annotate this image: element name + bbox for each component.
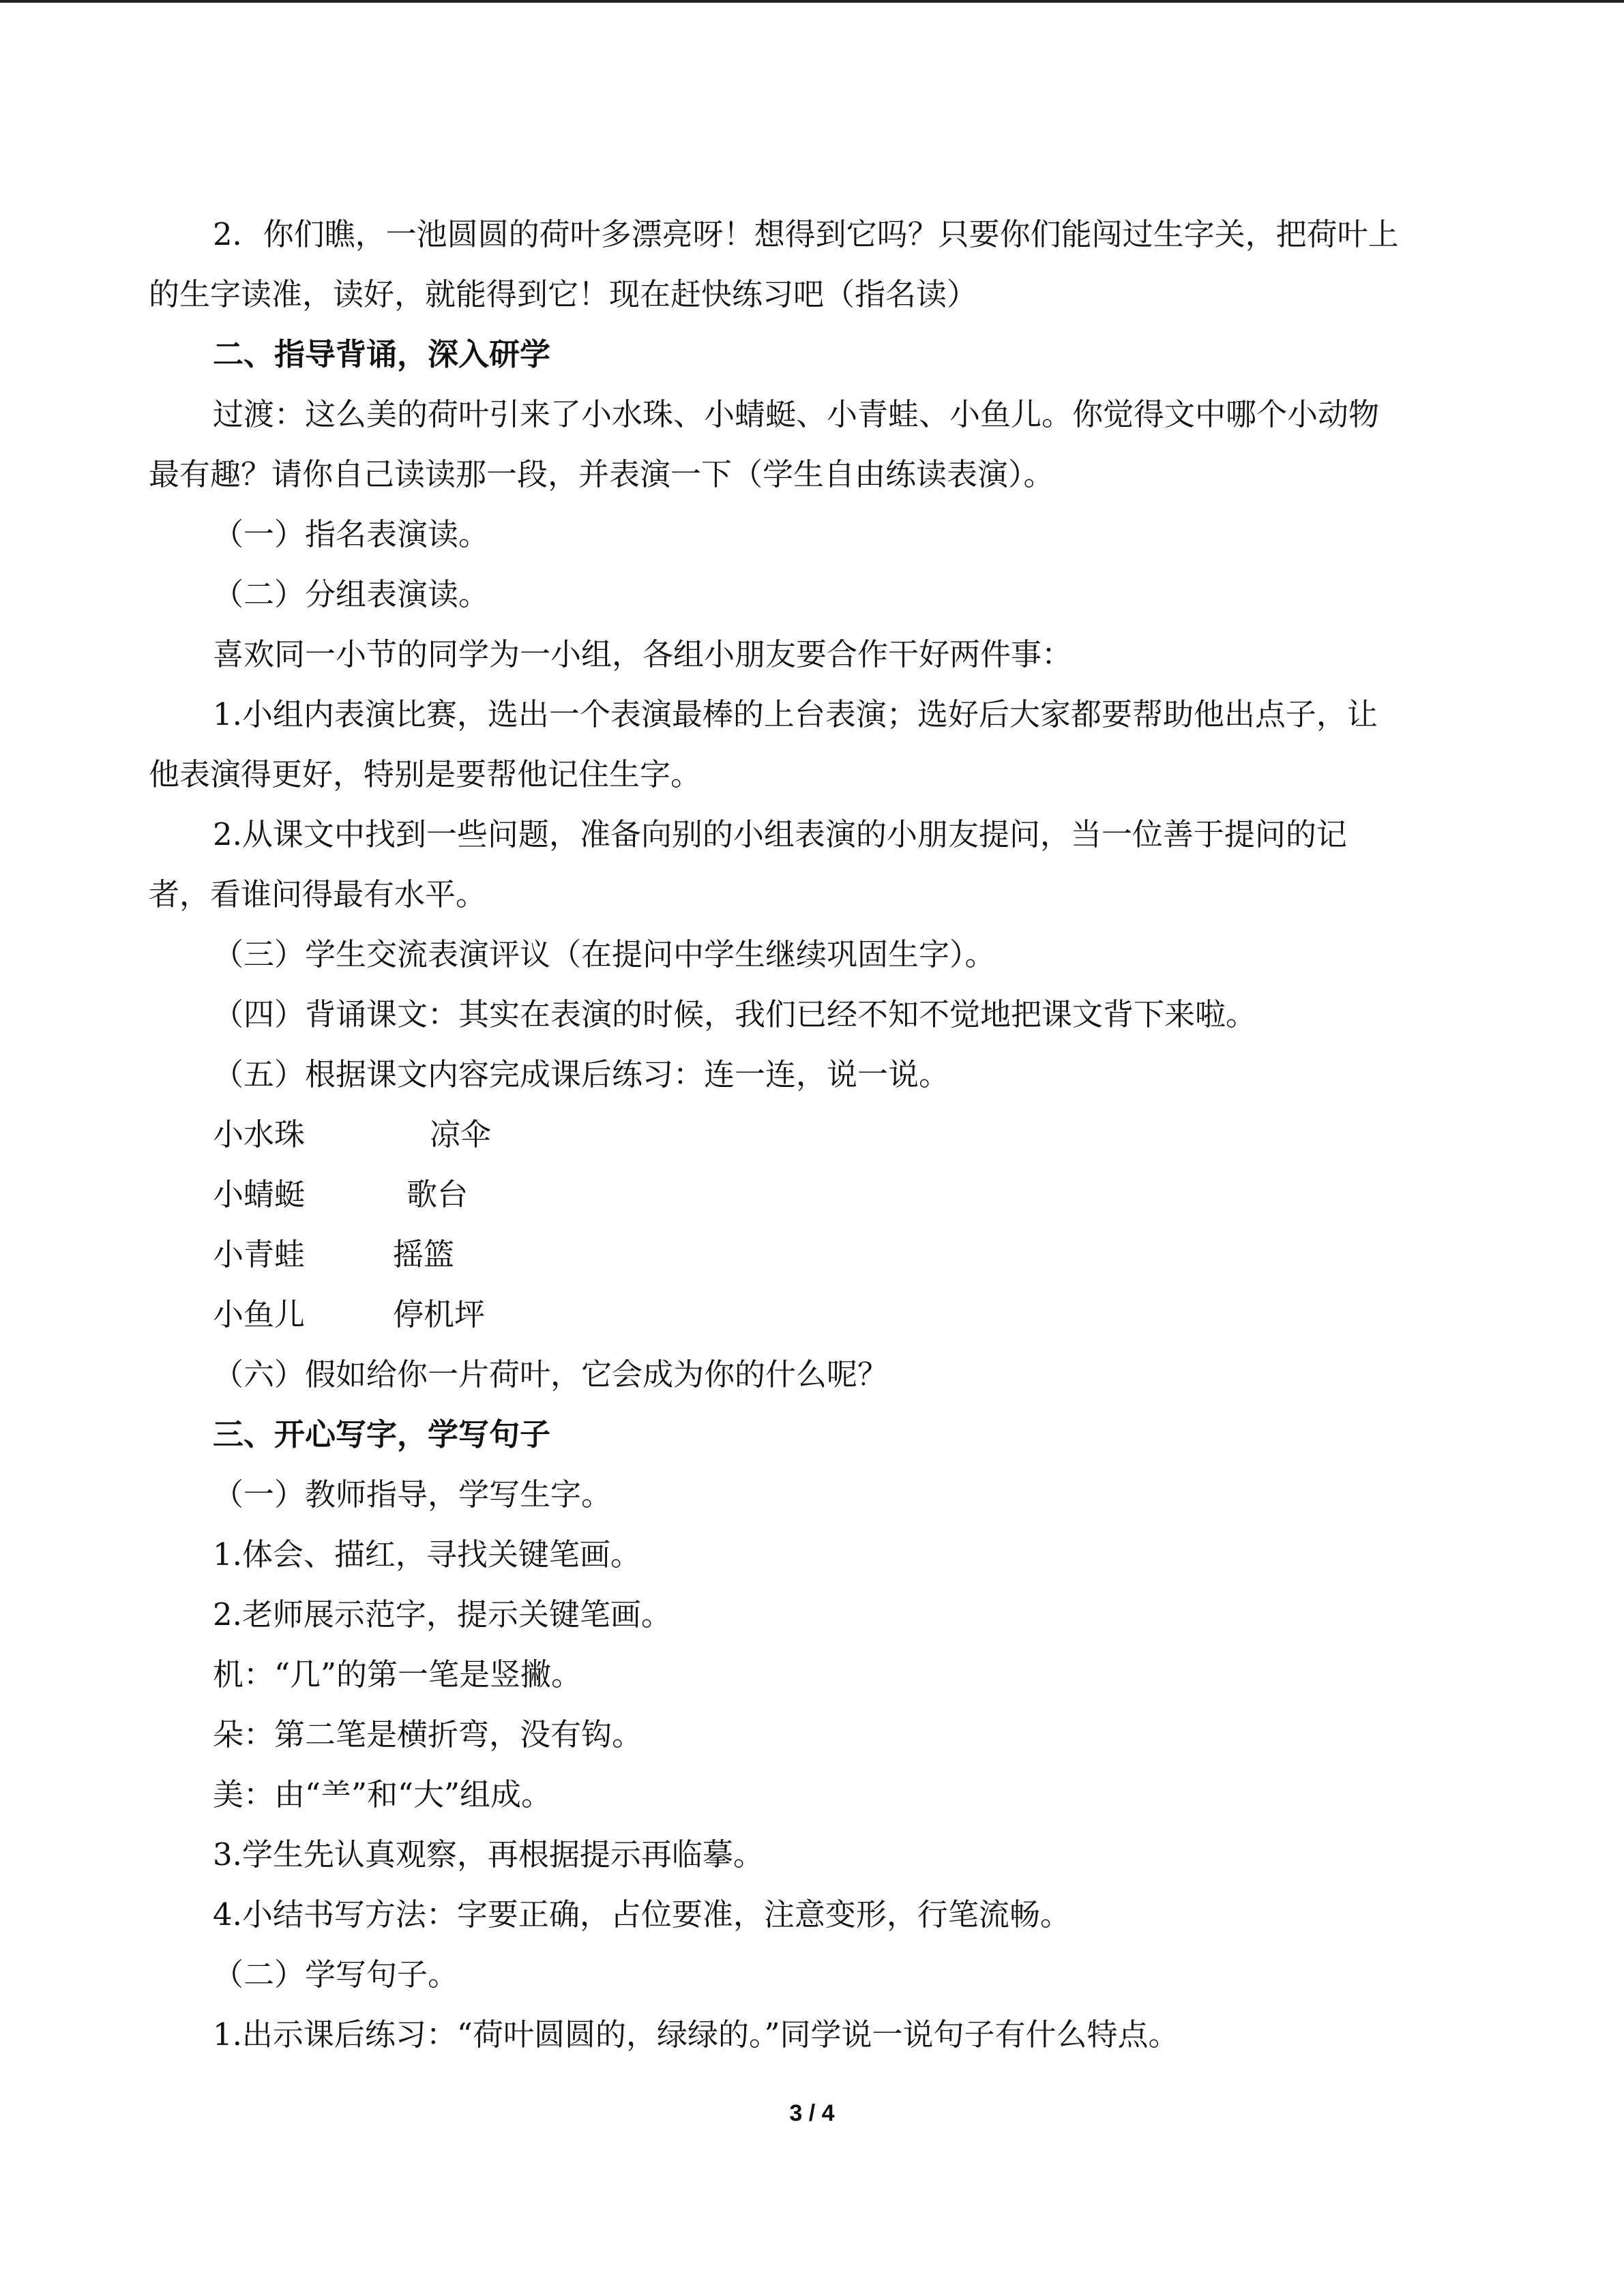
match-left: 小青蛙 — [213, 1236, 306, 1272]
paragraph-line: 美：由“⺷”和“大”组成。 — [213, 1776, 552, 1813]
page-number: 3 / 4 — [789, 2100, 835, 2126]
paragraph-line: 机：“几”的第一笔是竖撇。 — [213, 1656, 582, 1693]
paragraph-line: （五）根据课文内容完成课后练习：连一连，说一说。 — [213, 1056, 950, 1092]
paragraph-line: 最有趣？请你自己读读那一段，并表演一下（学生自由练读表演）。 — [149, 456, 1054, 492]
paragraph-line: （二）分组表演读。 — [213, 576, 490, 612]
paragraph-line: 1.体会、描红，寻找关键笔画。 — [213, 1536, 641, 1572]
paragraph-line: 者，看谁问得最有水平。 — [149, 876, 487, 912]
section-heading: 二、指导背诵，深入研学 — [213, 336, 551, 372]
section-heading: 三、开心写字，学写句子 — [213, 1416, 551, 1452]
paragraph-line: 过渡：这么美的荷叶引来了小水珠、小蜻蜓、小青蛙、小鱼儿。你觉得文中哪个小动物 — [213, 396, 1380, 432]
match-left: 小蜻蜓 — [213, 1176, 306, 1212]
paragraph-line: （四）背诵课文：其实在表演的时候，我们已经不知不觉地把课文背下来啦。 — [213, 996, 1257, 1032]
match-pair — [149, 1285, 1475, 1345]
match-right: 摇篮 — [393, 1236, 455, 1272]
document-page — [149, 205, 1475, 2065]
paragraph-line: 朵：第二笔是横折弯，没有钩。 — [213, 1716, 643, 1753]
paragraph-line: （二）学写句子。 — [213, 1956, 459, 1993]
match-right: 歌台 — [407, 1176, 469, 1212]
match-left: 小水珠 — [213, 1116, 306, 1152]
paragraph-line: （三）学生交流表演评议（在提问中学生继续巩固生字）。 — [213, 936, 996, 972]
paragraph-line: （六）假如给你一片荷叶，它会成为你的什么呢？ — [213, 1356, 889, 1392]
match-pair — [149, 1105, 1475, 1165]
paragraph-line: 1.出示课后练习：“荷叶圆圆的，绿绿的。”同学说一说句子有什么特点。 — [213, 2016, 1179, 2053]
paragraph-line: 4.小结书写方法：字要正确，占位要准，注意变形，行笔流畅。 — [213, 1896, 1071, 1933]
paragraph-line: 的生字读准，读好，就能得到它！现在赶快练习吧（指名读） — [149, 276, 978, 312]
match-right: 凉伞 — [430, 1116, 492, 1152]
paragraph-line: 2.从课文中找到一些问题，准备向别的小组表演的小朋友提问，当一位善于提问的记 — [213, 816, 1347, 852]
top-border — [0, 0, 1624, 3]
paragraph-line: （一）教师指导，学写生字。 — [213, 1476, 612, 1512]
paragraph-line: 喜欢同一小节的同学为一小组，各组小朋友要合作干好两件事： — [213, 636, 1073, 672]
paragraph-line: 2．你们瞧，一池圆圆的荷叶多漂亮呀！想得到它吗？只要你们能闯过生字关，把荷叶上 — [213, 216, 1399, 252]
paragraph-line: （一）指名表演读。 — [213, 516, 490, 552]
paragraph-line: 1.小组内表演比赛，选出一个表演最棒的上台表演；选好后大家都要帮助他出点子，让 — [213, 696, 1378, 732]
paragraph-line: 3.学生先认真观察，再根据提示再临摹。 — [213, 1836, 764, 1873]
match-pair — [149, 1165, 1475, 1225]
match-left: 小鱼儿 — [213, 1296, 306, 1332]
paragraph-line: 2.老师展示范字，提示关键笔画。 — [213, 1596, 672, 1632]
match-pair — [149, 1225, 1475, 1285]
match-right: 停机坪 — [393, 1296, 486, 1332]
paragraph-line: 他表演得更好，特别是要帮他记住生字。 — [149, 756, 702, 792]
